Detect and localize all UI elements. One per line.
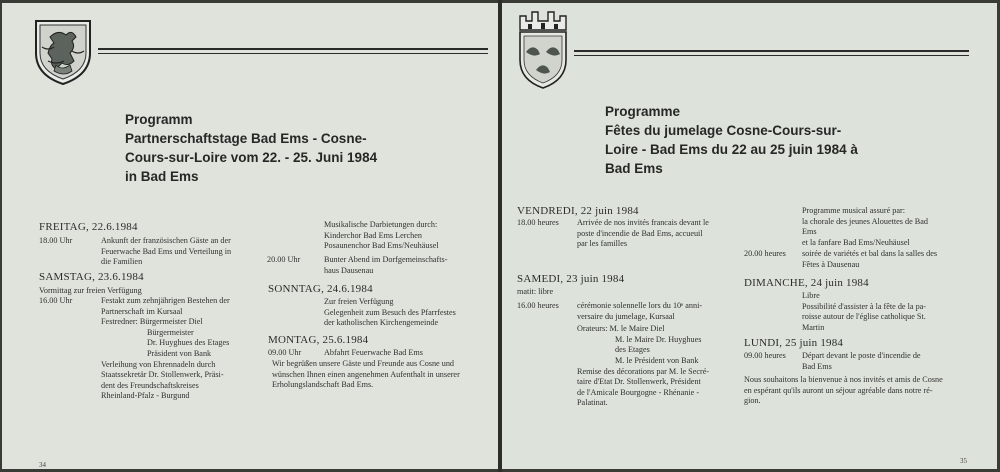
day-heading-monday: MONTAG, 25.6.1984: [268, 334, 369, 346]
event-time: 18.00 heures: [517, 218, 559, 227]
event-description: Abfahrt Feuerwache Bad Ems: [324, 348, 423, 357]
event-description: Festakt zum zehnjährigen Bestehen der Partnerschaft im Kursaal Festredner: Bürgermeister Diel Bürgermeister Dr. Huyghues des Etages Präsident von Bank Verleihung von Ehrennadeln durch Staatssekretär Dr. Stollenwerk, Präsi- dent des Freundschaftskreises Rheinland-Pfalz - Burgund: [101, 296, 230, 401]
event-description: Libre Possibilité d'assister à la fête de la pa- roisse autour de l'église catholique St. Martin: [802, 291, 927, 332]
title-line: Cours-sur-Loire vom 22. - 25. Juni 1984: [125, 150, 378, 165]
page-title: [125, 110, 377, 186]
page-title: [605, 102, 858, 178]
header-rule-thin: [98, 53, 488, 54]
event-time: 09.00 heures: [744, 351, 786, 360]
morning-note: matit: libre: [517, 287, 554, 296]
title-line: Partnerschaftstage Bad Ems - Cosne-: [125, 131, 367, 146]
left-page: [2, 3, 498, 469]
event-time: 09.00 Uhr: [268, 348, 302, 357]
day-heading-lundi: LUNDI, 25 juin 1984: [744, 337, 844, 349]
title-line: Bad Ems: [605, 161, 663, 176]
title-line: in Bad Ems: [125, 169, 199, 184]
music-program: Musikalische Darbietungen durch: Kinderchor Bad Ems Lerchen Posaunenchor Bad Ems/Neuhäusel: [324, 220, 439, 251]
event-time: 18.00 Uhr: [39, 236, 73, 245]
bad-ems-coat-of-arms-icon: [32, 17, 94, 87]
morning-note: Vormittag zur freien Verfügung: [39, 286, 142, 295]
right-page: [502, 3, 997, 469]
cosne-coat-of-arms-icon: [516, 8, 570, 90]
event-description: cérémonie solennelle lors du 10ᵉ anni- versaire du jumelage, Kursaal Orateurs: M. le Maire Diel M. le Maire Dr. Huyghues des Etages M. le Président von Bank Remise des décorations par M. le Secré- taire d'Etat Dr. Stollenwerk, Président de l'Amicale Bourgogne - Rhénanie - Palatinat.: [577, 301, 710, 408]
event-description: Zur freien Verfügung Gelegenheit zum Besuch des Pfarrfestes der katholischen Kirchengemeinde: [324, 297, 456, 328]
day-heading-samedi: SAMEDI, 23 juin 1984: [517, 273, 625, 285]
event-time: 20.00 heures: [744, 249, 786, 258]
title-line: Loire - Bad Ems du 22 au 25 juin 1984 à: [605, 142, 858, 157]
day-heading-sunday: SONNTAG, 24.6.1984: [268, 283, 373, 295]
day-heading-dimanche: DIMANCHE, 24 juin 1984: [744, 277, 869, 289]
event-description: Arrivée de nos invités francais devant le poste d'incendie de Bad Ems, accueuil par les familles: [577, 218, 709, 249]
event-time: 16.00 Uhr: [39, 296, 73, 305]
title-line: Programm: [125, 112, 193, 127]
closing-message: Nous souhaitons la bienvenue à nos invités et amis de Cosne en espérant qu'ils auront un séjour agréable dans notre ré- gion.: [744, 375, 943, 406]
day-heading-friday: FREITAG, 22.6.1984: [39, 221, 138, 233]
header-rule: [574, 50, 969, 52]
music-program: Programme musical assuré par: la chorale des jeunes Alouettes de Bad Ems et la fanfare Bad Ems/Neuhäusel: [802, 206, 928, 247]
event-description: soirée de variétés et bal dans la salles des Fêtes à Dausenau: [802, 249, 938, 269]
event-time: 16.00 heures: [517, 301, 559, 310]
header-rule-thin: [574, 55, 969, 56]
header-rule: [98, 48, 488, 50]
page-number: 34: [39, 461, 46, 469]
page-number: 35: [960, 457, 967, 465]
title-line: Programme: [605, 104, 681, 119]
title-line: Fêtes du jumelage Cosne-Cours-sur-: [605, 123, 842, 138]
event-description: Ankunft der französischen Gäste an der Feuerwache Bad Ems und Verteilung in die Familien: [101, 236, 232, 267]
event-time: 20.00 Uhr: [267, 255, 301, 264]
event-description: Départ devant le poste d'incendie de Bad Ems: [802, 351, 921, 371]
day-heading-vendredi: VENDREDI, 22 juin 1984: [517, 205, 639, 217]
closing-message: Wir begrüßen unsere Gäste und Freunde aus Cosne und wünschen Ihnen einen angenehmen Aufenthalt in unserer Erholungslandschaft Bad Ems.: [272, 359, 460, 390]
event-description: Bunter Abend im Dorfgemeinschafts- haus Dausenau: [324, 255, 448, 275]
day-heading-saturday: SAMSTAG, 23.6.1984: [39, 271, 144, 283]
